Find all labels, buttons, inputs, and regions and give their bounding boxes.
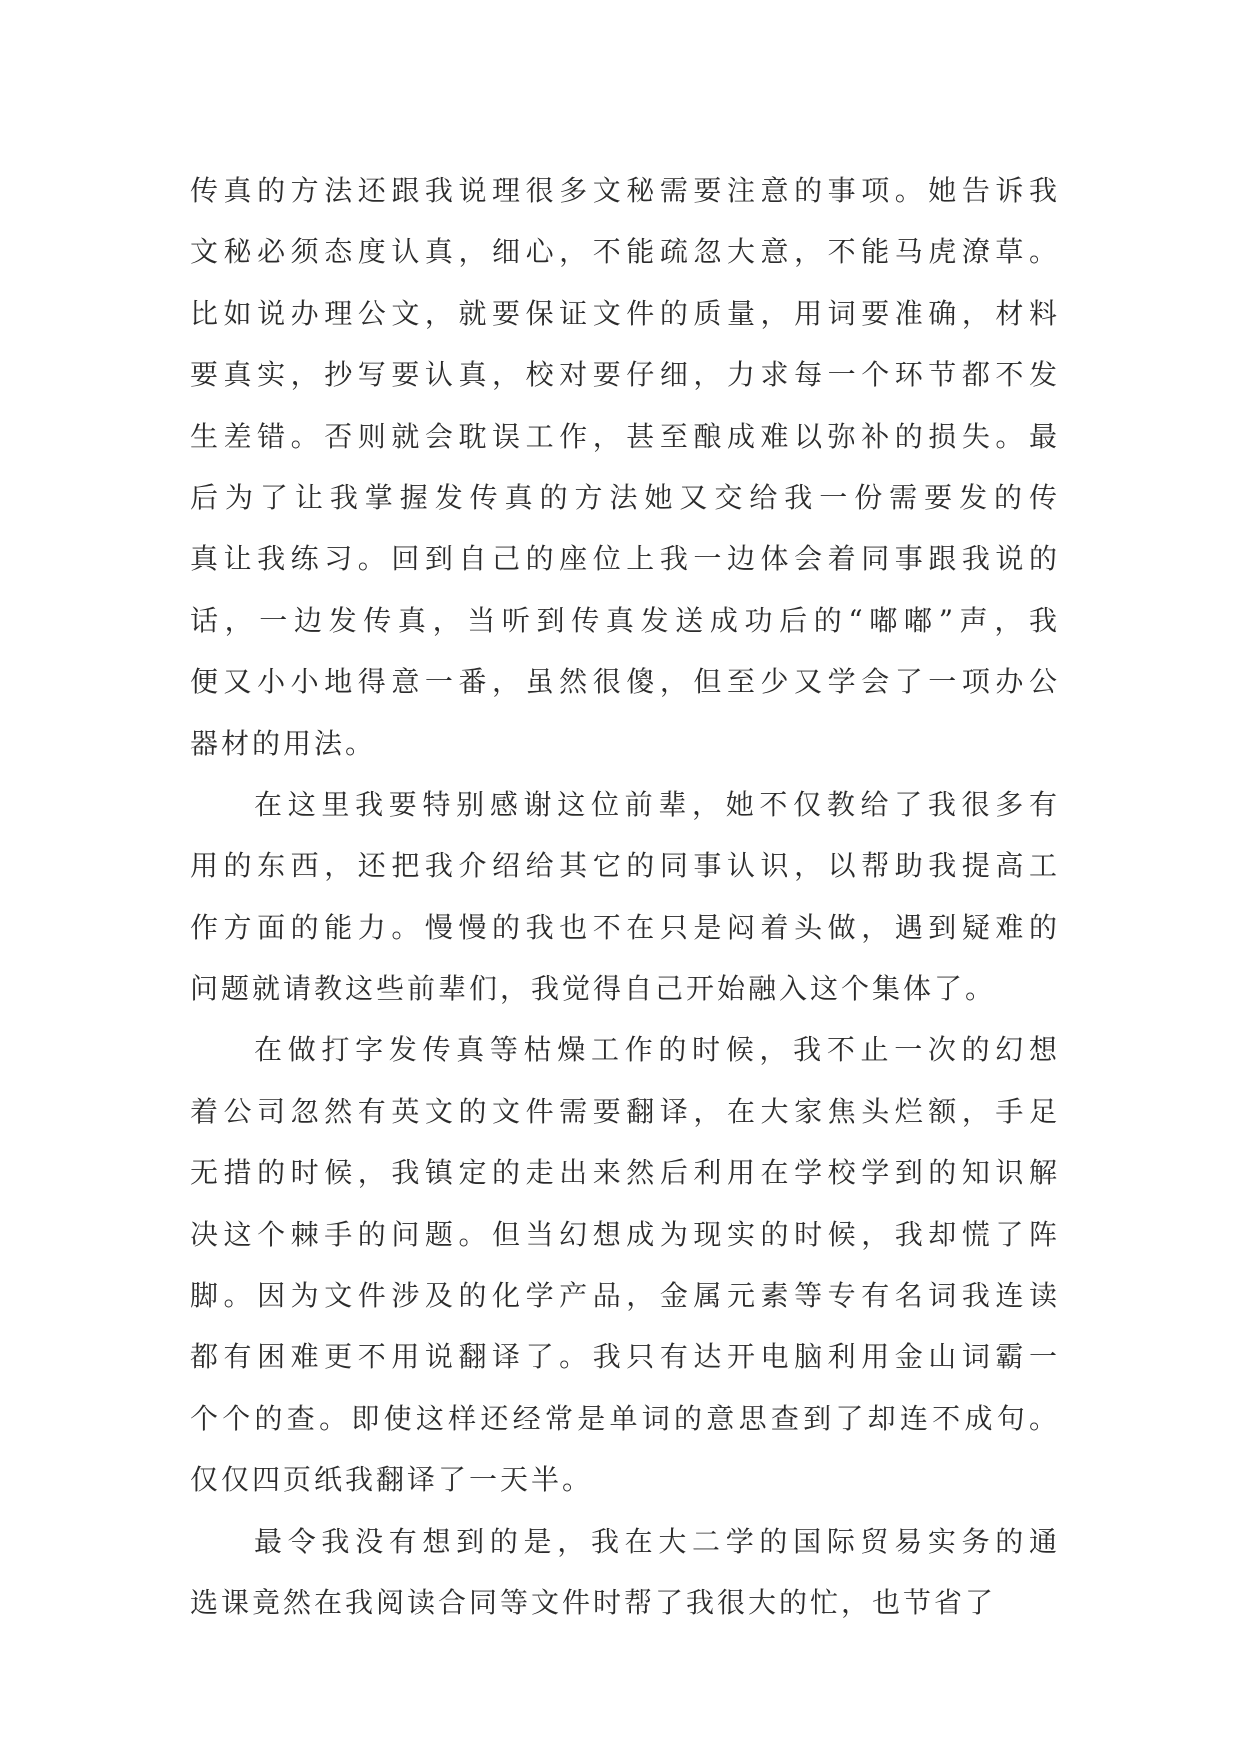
text-line: 脚。因为文件涉及的化学产品，金属元素等专有名词我连读: [190, 1279, 1060, 1313]
text-line: 仅仅四页纸我翻译了一天半。: [190, 1463, 594, 1497]
text-line: 无措的时候，我镇定的走出来然后利用在学校学到的知识解: [190, 1156, 1060, 1190]
text-line: 个个的查。即使这样还经常是单词的意思查到了却连不成句。: [190, 1401, 1060, 1435]
text-line: 作方面的能力。慢慢的我也不在只是闷着头做，遇到疑难的: [190, 910, 1060, 944]
paragraph: [190, 774, 1060, 1020]
text-line: 传真的方法还跟我说理很多文秘需要注意的事项。她告诉我: [190, 174, 1060, 207]
text-line: 便又小小地得意一番，虽然很傻，但至少又学会了一项办公: [190, 665, 1060, 699]
text-line: 要真实，抄写要认真，校对要仔细，力求每一个环节都不发: [190, 358, 1060, 392]
text-line: 都有困难更不用说翻译了。我只有达开电脑利用金山词霸一: [190, 1340, 1060, 1374]
paragraph: [190, 160, 1060, 774]
text-line: 问题就请教这些前辈们，我觉得自己开始融入这个集体了。: [190, 972, 997, 1006]
text-line: 选课竟然在我阅读合同等文件时帮了我很大的忙，也节省了: [190, 1585, 997, 1619]
text-line: 文秘必须态度认真，细心，不能疏忽大意，不能马虎潦草。: [190, 235, 1060, 269]
paragraph: [190, 1511, 1060, 1634]
text-line: 真让我练习。回到自己的座位上我一边体会着同事跟我说的: [190, 542, 1060, 576]
text-line: 话，一边发传真，当听到传真发送成功后的“嘟嘟”声，我: [190, 603, 1060, 637]
body-text: [190, 160, 1060, 1633]
text-line: 后为了让我掌握发传真的方法她又交给我一份需要发的传: [190, 480, 1060, 514]
paragraph: [190, 1019, 1060, 1510]
text-line: 着公司忽然有英文的文件需要翻译，在大家焦头烂额，手足: [190, 1094, 1060, 1128]
text-line: 生差错。否则就会耽误工作，甚至酿成难以弥补的损失。最: [190, 419, 1060, 453]
text-line: 用的东西，还把我介绍给其它的同事认识，以帮助我提高工: [190, 849, 1060, 883]
text-line: 在这里我要特别感谢这位前辈，她不仅教给了我很多有: [254, 787, 1060, 821]
text-line: 比如说办理公文，就要保证文件的质量，用词要准确，材料: [190, 296, 1060, 330]
text-line: 器材的用法。: [190, 726, 377, 760]
text-line: 在做打字发传真等枯燥工作的时候，我不止一次的幻想: [254, 1033, 1060, 1067]
text-line: 决这个棘手的问题。但当幻想成为现实的时候，我却慌了阵: [190, 1217, 1060, 1251]
text-line: 最令我没有想到的是，我在大二学的国际贸易实务的通: [254, 1524, 1060, 1558]
